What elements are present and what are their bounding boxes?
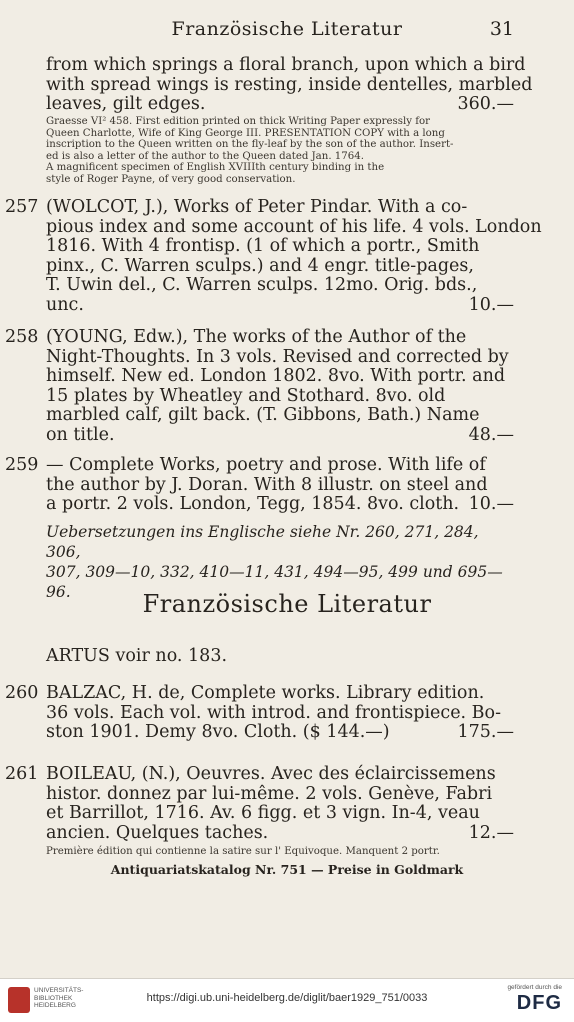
text-line: leaves, gilt edges. 360.—: [46, 94, 514, 114]
entry-number: 261: [5, 764, 39, 784]
page-number: 31: [489, 18, 514, 40]
price: 10.—: [468, 494, 514, 514]
intro-text: [46, 55, 533, 115]
catalog-footer: Antiquariatskatalog Nr. 751 — Preise in Goldmark: [110, 862, 464, 877]
translations-note: Uebersetzungen ins Englische siehe Nr. 260, 271, 284, 306, 307, 309—10, 332, 410—11, 431, 494—95, 499 und 695—96.: [46, 523, 503, 601]
entry-body: — Complete Works, poetry and prose. With life of the author by J. Doran. With 8 illustr. on steel and a portr. 2 vols. London, Tegg, 1854. 8vo. cloth. 10.—: [46, 455, 514, 514]
note-line: Queen Charlotte, Wife of King George III. PRESENTATION COPY with a long: [46, 127, 445, 139]
running-header: [0, 18, 574, 48]
note-line: A magnificent specimen of English XVIIIth century binding in the: [46, 162, 385, 173]
document-url-link[interactable]: https://digi.ub.uni-heidelberg.de/diglit/baer1929_751/0033: [146, 992, 428, 1004]
dfg-logo[interactable]: DFG: [516, 992, 562, 1014]
entry-number: 257: [5, 197, 39, 217]
running-title: Französische Literatur: [171, 18, 403, 40]
institution-name[interactable]: UNIVERSITÄTS- BIBLIOTHEK HEIDELBERG: [34, 987, 84, 1009]
note-line: inscription to the Queen written on the fly-leaf by the son of the author. Insert-: [46, 139, 454, 150]
intro-notes: [46, 116, 514, 185]
note-line: style of Roger Payne, of very good conservation.: [46, 173, 296, 185]
note-line: Graesse VI² 458. First edition printed on thick Writing Paper expressly for: [46, 116, 430, 127]
price: 175.—: [457, 722, 514, 742]
note-line: ed is also a letter of the author to the Queen dated Jan. 1764.: [46, 150, 364, 162]
text-line: from which springs a floral branch, upon which a bird: [46, 55, 526, 75]
text-line: with spread wings is resting, inside dentelles, marbled: [46, 74, 533, 95]
boileau-note: Première édition qui contienne la satire sur l' Equivoque. Manquent 2 portr.: [46, 846, 440, 857]
entry-number: 259: [5, 455, 39, 475]
sponsor-label: gefördert durch die: [507, 984, 562, 991]
viewer-bottom-bar: [0, 978, 574, 1022]
price: 10.—: [468, 294, 514, 315]
price: 12.—: [468, 822, 514, 843]
price: 360.—: [457, 94, 514, 114]
entry-body: (YOUNG, Edw.), The works of the Author of the Night-Thoughts. In 3 vols. Revised and corrected by himself. New ed. London 1802. 8vo. With portr. and 15 plates by Wheatley and Stothard. 8vo. old marbled calf, gilt back. (T. Gibbons, Bath.) Name on title. 48.—: [46, 327, 514, 445]
entry-body: BOILEAU, (N.), Oeuvres. Avec des éclaircissemens histor. donnez par lui-même. 2 vols. Genève, Fabri et Barrillot, 1716. Av. 6 figg. et 3 vign. In-4, veau ancien. Quelques taches. 12.—: [46, 764, 514, 843]
section-title: Französische Literatur: [142, 590, 432, 618]
entry-number: 258: [5, 327, 39, 347]
entry-body: BALZAC, H. de, Complete works. Library edition. 36 vols. Each vol. with introd. and frontispiece. Bo- ston 1901. Demy 8vo. Cloth. ($ 144.—) 175.—: [46, 683, 514, 742]
entry-number: 260: [5, 683, 39, 703]
price: 48.—: [468, 424, 514, 445]
entry-body: (WOLCOT, J.), Works of Peter Pindar. With a co- pious index and some account of his life. 4 vols. London 1816. With 4 frontisp. (1 of which a portr., Smith pinx., C. Warren sculps.) and 4 engr. title-pages, T. Uwin del., C. Warren sculps. 12mo. Orig. bds., unc. 10.—: [46, 197, 542, 315]
cross-reference: ARTUS voir no. 183.: [46, 646, 228, 666]
